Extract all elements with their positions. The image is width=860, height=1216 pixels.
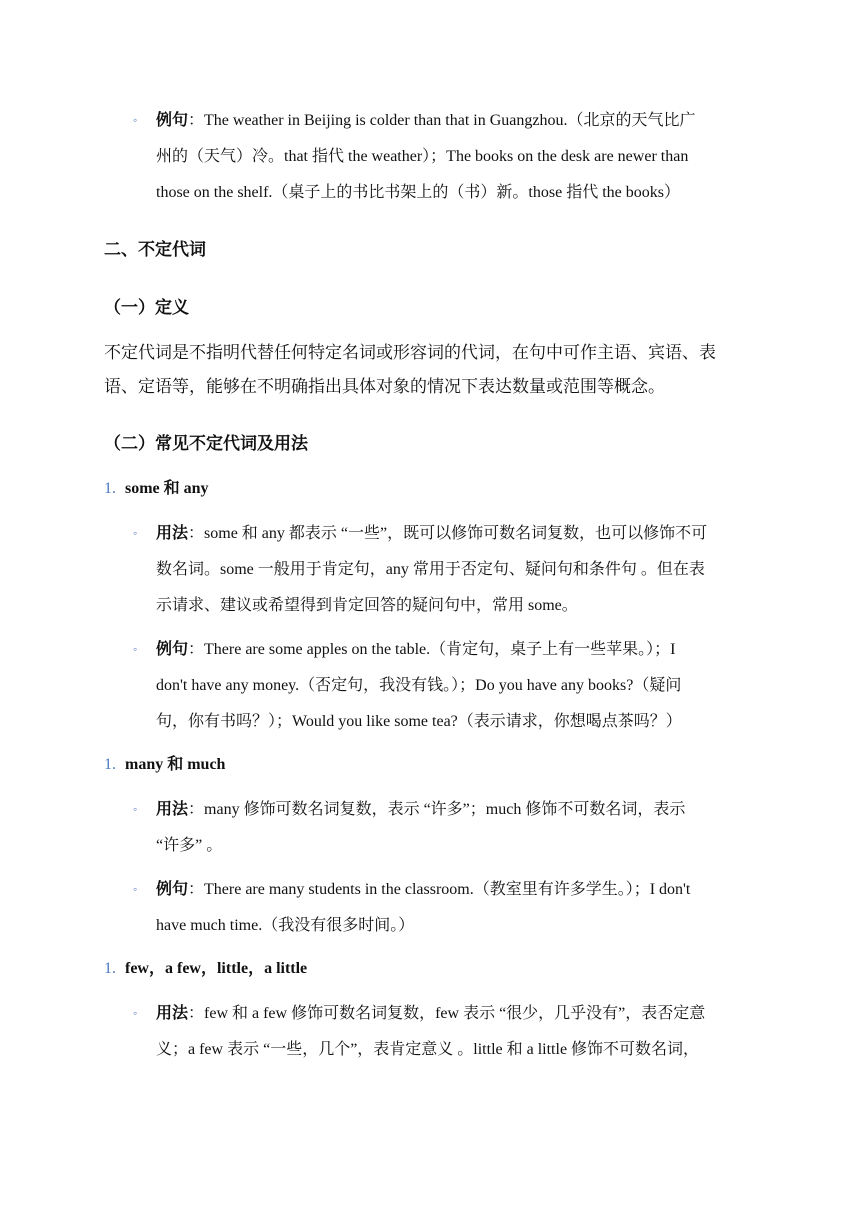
usage-text: ：many 修饰可数名词复数，表示 “许多”；much 修饰不可数名词，表示 [188,801,686,818]
usage-few-little [133,995,763,1068]
usage-text: ：few 和 a few 修饰可数名词复数，few 表示 “很少，几乎没有”，表否定意 [188,1005,706,1022]
example-text: ：The weather in Beijing is colder than that in Guangzhou.（北京的天气比广 [188,112,696,129]
bullet-circle: ◦ [133,882,138,896]
usage-line-2: “许多” 。 [156,837,223,854]
example-line-1 [156,631,763,668]
example-text: ：There are many students in the classroom.（教室里有许多学生。）；I don't [188,881,691,898]
definition-line-1: 不定代词是不指明代替任何特定名词或形容词的代词，在句中可作主语、宾语、表 [104,343,716,363]
list-item-title: many 和 much [125,756,226,773]
list-number: 1. [104,480,116,497]
usage-label: 用法 [156,1003,189,1022]
usage-some-any [133,515,763,624]
example-text: ：There are some apples on the table.（肯定句，桌子上有一些苹果。）；I [188,641,676,658]
example-some-any [133,631,763,740]
usage-text: ：some 和 any 都表示 “一些”，既可以修饰可数名词复数，也可以修饰不可 [188,525,708,542]
list-item-title: few，a few，little，a little [125,960,308,977]
usage-many-much [133,791,763,864]
usage-label: 用法 [156,523,189,542]
bullet-circle: ◦ [133,802,138,816]
example-label: 例句 [156,879,189,898]
list-item-few-little [104,955,307,983]
example-weather [133,102,763,211]
bullet-circle: ◦ [133,526,138,540]
list-item-some-any [104,475,209,503]
definition-title: （一）定义 [104,298,189,318]
example-label: 例句 [156,110,189,129]
example-line-2: don't have any money.（否定句，我没有钱。）；Do you have any books?（疑问 [156,677,682,694]
example-line-1 [156,871,763,908]
usage-line-1 [156,995,763,1032]
example-line-3: 句，你有书吗？）；Would you like some tea?（表示请求，你想喝点茶吗？） [156,713,682,730]
example-weather-line-1 [156,102,763,139]
example-weather-line-2: 州的（天气）冷。that 指代 the weather）；The books on the desk are newer than [156,148,689,165]
definition-paragraph [104,336,744,404]
usage-line-3: 示请求、建议或希望得到肯定回答的疑问句中，常用 some。 [156,597,578,614]
section-title: 二、不定代词 [104,240,206,260]
usage-line-2: 数名词。some 一般用于肯定句，any 常用于否定句、疑问句和条件句 。但在表 [156,561,705,578]
example-line-2: have much time.（我没有很多时间。） [156,917,415,934]
bullet-circle: ◦ [133,113,138,127]
example-many-much [133,871,763,944]
bullet-circle: ◦ [133,1006,138,1020]
common-pronouns-title: （二）常见不定代词及用法 [104,434,308,454]
list-item-title: some 和 any [125,480,209,497]
definition-line-2: 语、定语等，能够在不明确指出具体对象的情况下表达数量或范围等概念。 [104,377,665,397]
example-label: 例句 [156,639,189,658]
list-number: 1. [104,756,116,773]
usage-line-1 [156,515,763,552]
bullet-circle: ◦ [133,642,138,656]
usage-line-2: 义；a few 表示 “一些，几个”，表肯定意义 。little 和 a little 修饰不可数名词， [156,1041,700,1058]
usage-label: 用法 [156,799,189,818]
usage-line-1 [156,791,763,828]
list-number: 1. [104,960,116,977]
list-item-many-much [104,751,225,779]
example-weather-line-3: those on the shelf.（桌子上的书比书架上的（书）新。those 指代 the books） [156,184,680,201]
